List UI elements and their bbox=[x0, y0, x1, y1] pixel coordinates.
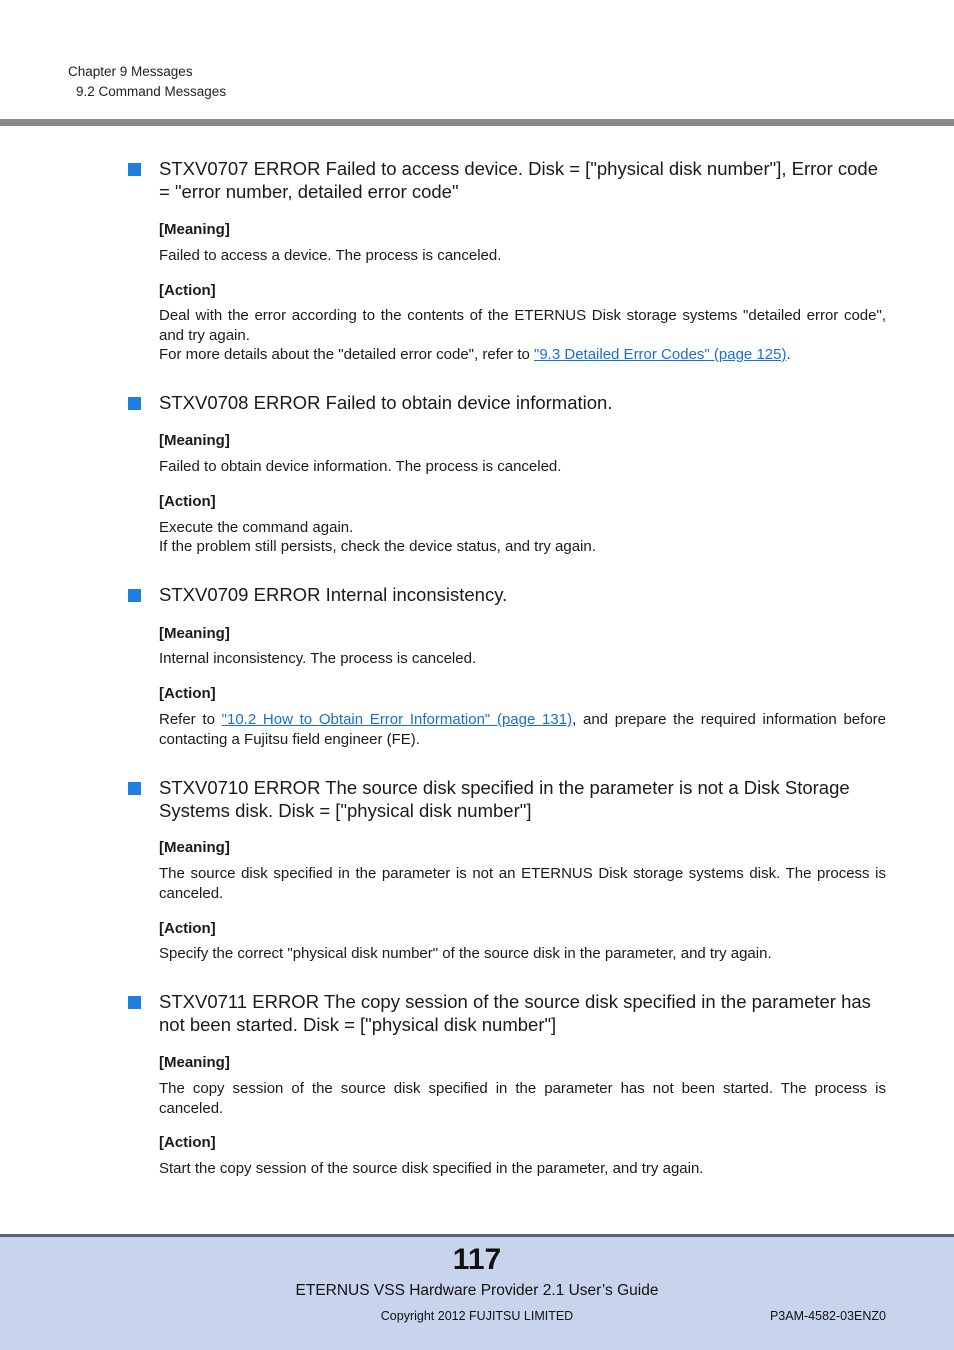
message-title-stxv0707: STXV0707 ERROR Failed to access device. Disk = ["physical disk number"], Error code = "error number, detailed error code" bbox=[159, 158, 878, 202]
section-header: 9.2 Command Messages bbox=[76, 84, 227, 99]
bullet-square-icon bbox=[128, 163, 141, 176]
header-divider bbox=[0, 119, 954, 126]
message-title-stxv0711: STXV0711 ERROR The copy session of the source disk specified in the parameter has not been started. Disk = ["physical disk number"] bbox=[159, 991, 871, 1035]
footer-divider bbox=[0, 1234, 954, 1237]
action-text: Start the copy session of the source disk specified in the parameter, and try again. bbox=[159, 1160, 704, 1177]
page-number: 117 bbox=[452, 1243, 502, 1276]
guide-title: ETERNUS VSS Hardware Provider 2.1 User’s Guide bbox=[295, 1282, 659, 1299]
message-title-stxv0708: STXV0708 ERROR Failed to obtain device information. bbox=[159, 392, 613, 413]
link-obtain-error-information[interactable]: "10.2 How to Obtain Error Information" (page 131) bbox=[221, 711, 573, 728]
action-ref-prefix: Refer to bbox=[159, 711, 222, 728]
bullet-square-icon bbox=[128, 397, 141, 410]
meaning-text: Failed to access a device. The process is canceled. bbox=[159, 247, 502, 264]
copyright: Copyright 2012 FUJITSU LIMITED bbox=[380, 1309, 574, 1323]
message-title-stxv0709: STXV0709 ERROR Internal inconsistency. bbox=[159, 584, 508, 605]
meaning-text: The copy session of the source disk specified in the parameter has not been started. The process is canceled. bbox=[159, 1080, 886, 1117]
action-label: [Action] bbox=[159, 282, 216, 299]
action-text: Deal with the error according to the contents of the ETERNUS Disk storage systems "detailed error code", and try again. bbox=[159, 307, 886, 344]
action-ref-prefix: For more details about the "detailed error code", refer to bbox=[159, 346, 535, 363]
document-id: P3AM-4582-03ENZ0 bbox=[769, 1309, 886, 1323]
message-title-stxv0710: STXV0710 ERROR The source disk specified in the parameter is not a Disk Storage Systems disk. Disk = ["physical disk number"] bbox=[159, 777, 850, 821]
link-detailed-error-codes[interactable]: "9.3 Detailed Error Codes" (page 125) bbox=[534, 346, 787, 363]
action-text: Specify the correct "physical disk number" of the source disk in the parameter, and try again. bbox=[159, 945, 772, 962]
action-label: [Action] bbox=[159, 493, 216, 510]
bullet-square-icon bbox=[128, 589, 141, 602]
meaning-text: Failed to obtain device information. The process is canceled. bbox=[159, 458, 562, 475]
action-text-2: If the problem still persists, check the device status, and try again. bbox=[159, 538, 596, 555]
action-label: [Action] bbox=[159, 920, 216, 937]
meaning-label: [Meaning] bbox=[159, 221, 230, 238]
meaning-text: Internal inconsistency. The process is canceled. bbox=[159, 650, 477, 667]
action-label: [Action] bbox=[159, 1134, 216, 1151]
action-text: Execute the command again. bbox=[159, 519, 354, 536]
action-label: [Action] bbox=[159, 685, 216, 702]
meaning-text: The source disk specified in the parameter is not an ETERNUS Disk storage systems disk. The process is canceled. bbox=[159, 865, 886, 902]
action-ref-suffix: . bbox=[786, 346, 791, 363]
meaning-label: [Meaning] bbox=[159, 432, 230, 449]
page-footer bbox=[0, 1234, 954, 1350]
action-text bbox=[159, 710, 886, 749]
action-text-ref bbox=[159, 345, 886, 365]
action-ref-suffix: , and prepare the required information before contacting a Fujitsu field engineer (FE). bbox=[159, 711, 886, 748]
meaning-label: [Meaning] bbox=[159, 1054, 230, 1071]
bullet-square-icon bbox=[128, 996, 141, 1009]
meaning-label: [Meaning] bbox=[159, 839, 230, 856]
chapter-header: Chapter 9 Messages bbox=[68, 64, 193, 79]
meaning-label: [Meaning] bbox=[159, 625, 230, 642]
bullet-square-icon bbox=[128, 782, 141, 795]
